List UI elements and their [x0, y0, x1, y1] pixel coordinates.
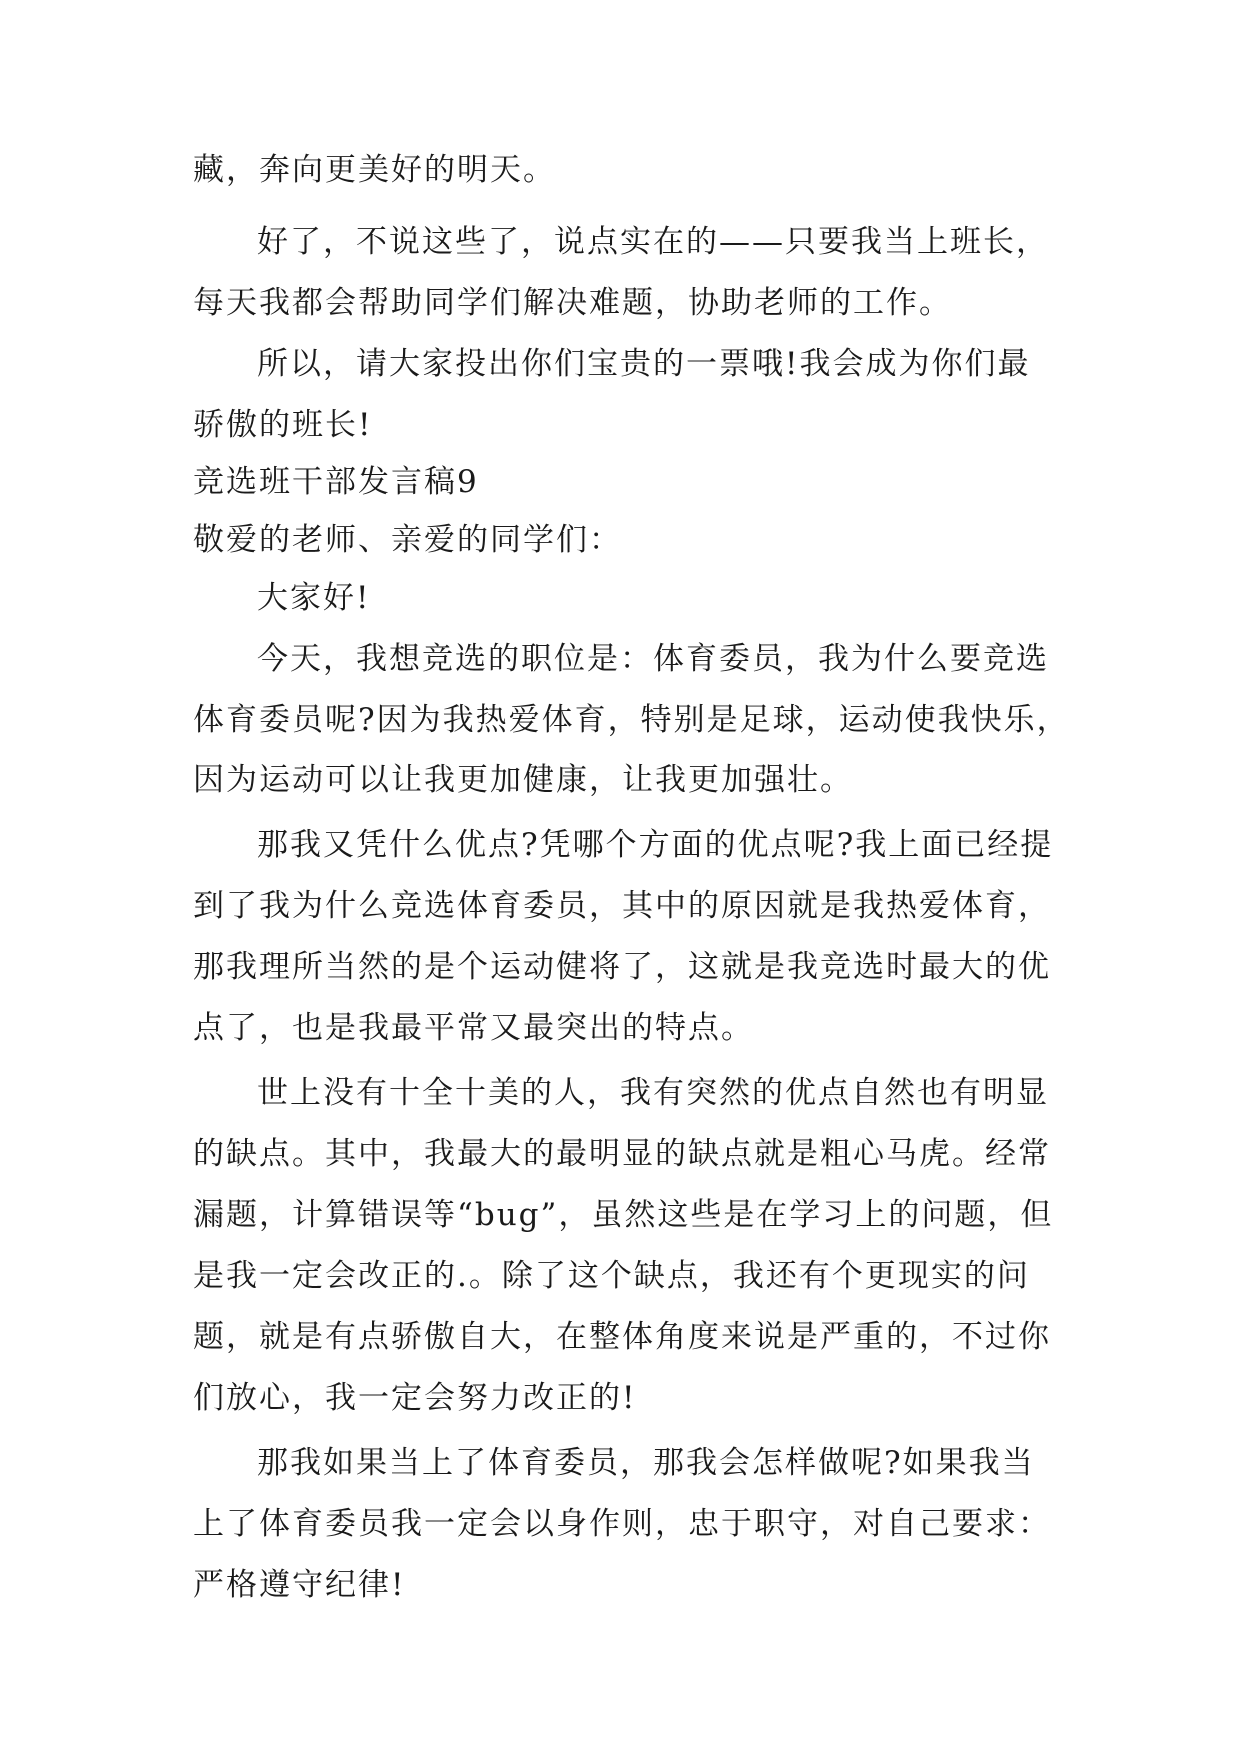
paragraph-line: 那我如果当上了体育委员，那我会怎样做呢?如果我当	[257, 1445, 1035, 1481]
section-title: 竞选班干部发言稿9	[193, 464, 479, 500]
paragraph-line: 骄傲的班长!	[193, 407, 373, 443]
paragraph-line: 点了，也是我最平常又最突出的特点。	[193, 1010, 754, 1046]
greeting: 大家好!	[257, 580, 371, 616]
paragraph-line: 们放心，我一定会努力改正的!	[193, 1380, 637, 1416]
paragraph-line: 藏，奔向更美好的明天。	[193, 152, 556, 188]
paragraph-line: 上了体育委员我一定会以身作则，忠于职守，对自己要求：	[193, 1506, 1051, 1542]
paragraph-line: 严格遵守纪律!	[193, 1567, 406, 1603]
paragraph-line: 是我一定会改正的.。除了这个缺点，我还有个更现实的问	[193, 1258, 1030, 1294]
paragraph-line: 到了我为什么竞选体育委员，其中的原因就是我热爱体育，	[193, 888, 1051, 924]
paragraph-line: 好了，不说这些了，说点实在的——只要我当上班长，	[257, 224, 1049, 260]
paragraph-line: 因为运动可以让我更加健康，让我更加强壮。	[193, 762, 853, 798]
paragraph-line: 体育委员呢?因为我热爱体育，特别是足球，运动使我快乐，	[193, 702, 1070, 738]
paragraph-line: 今天，我想竞选的职位是：体育委员，我为什么要竞选	[257, 641, 1049, 677]
paragraph-line: 那我又凭什么优点?凭哪个方面的优点呢?我上面已经提	[257, 827, 1054, 863]
paragraph-line: 那我理所当然的是个运动健将了，这就是我竞选时最大的优	[193, 949, 1051, 985]
paragraph-line: 每天我都会帮助同学们解决难题，协助老师的工作。	[193, 285, 952, 321]
salutation: 敬爱的老师、亲爱的同学们：	[193, 522, 622, 558]
paragraph-line: 题，就是有点骄傲自大，在整体角度来说是严重的，不过你	[193, 1319, 1051, 1355]
paragraph-line: 的缺点。其中，我最大的最明显的缺点就是粗心马虎。经常	[193, 1136, 1051, 1172]
paragraph-line: 所以，请大家投出你们宝贵的一票哦!我会成为你们最	[257, 346, 1031, 382]
paragraph-line: 世上没有十全十美的人，我有突然的优点自然也有明显	[257, 1075, 1049, 1111]
paragraph-line: 漏题，计算错误等“bug”，虽然这些是在学习上的问题，但	[193, 1197, 1054, 1233]
